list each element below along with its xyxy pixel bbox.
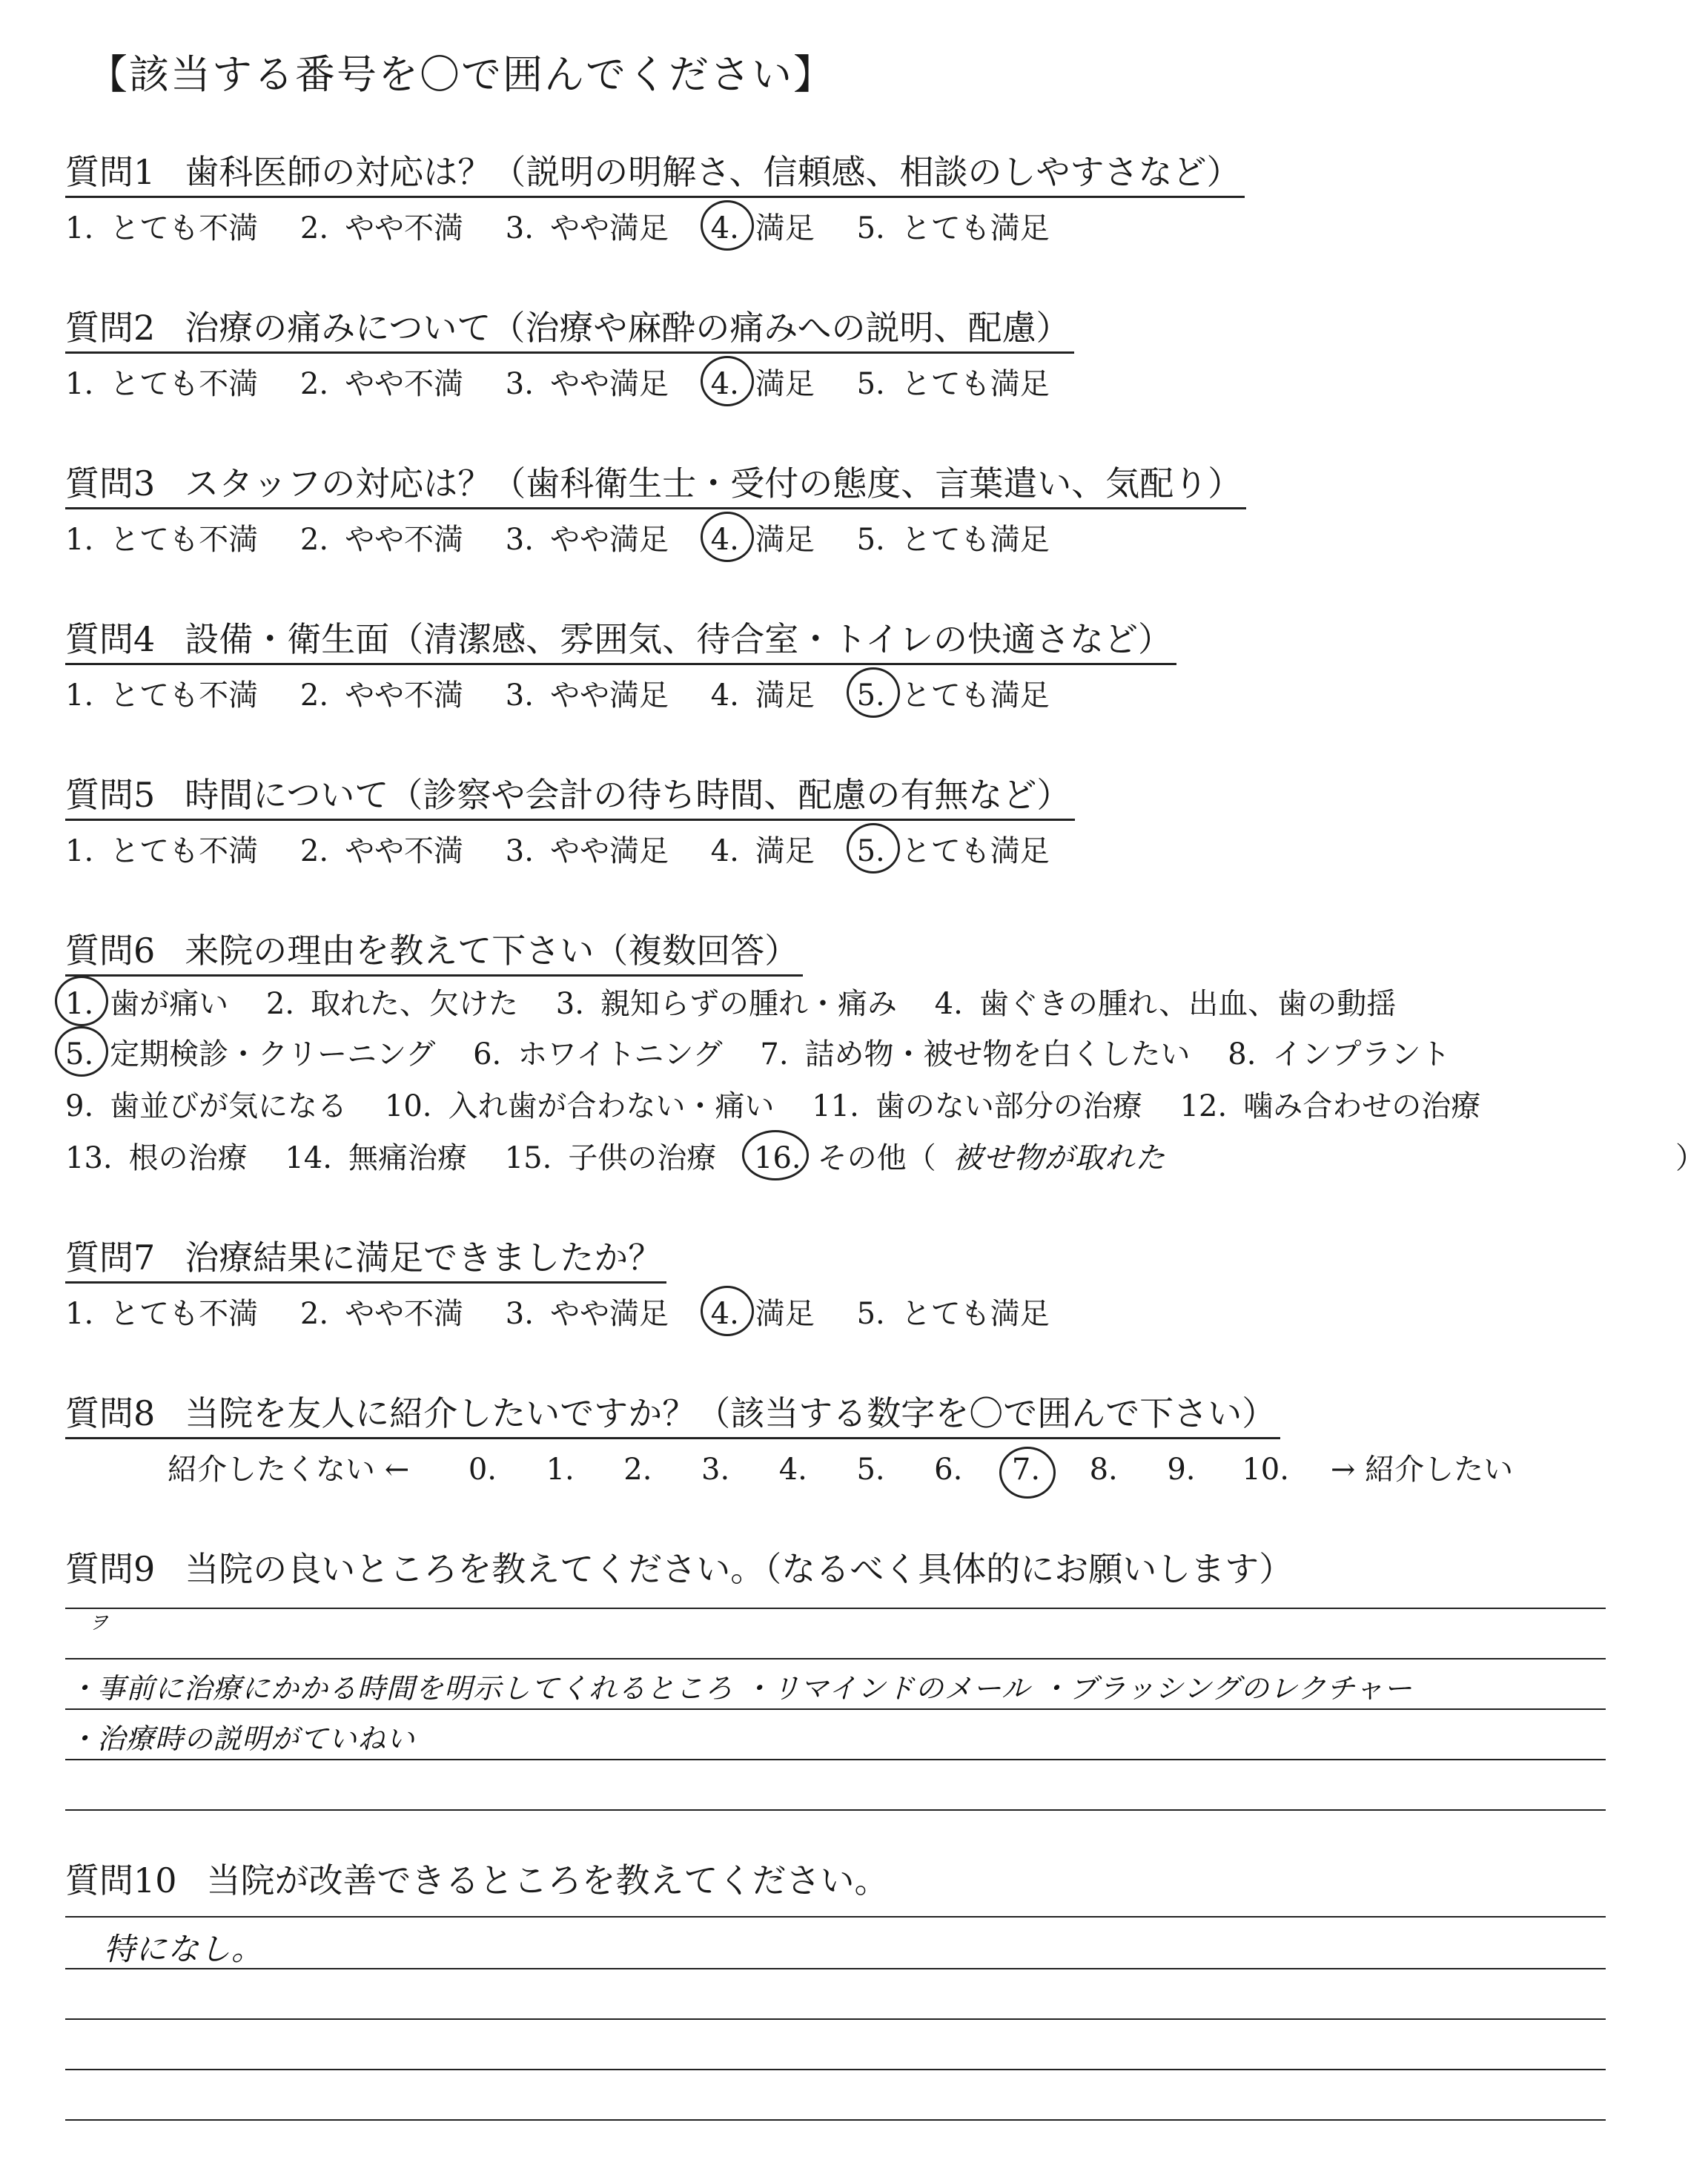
- option-1-circled[interactable]: 1. 歯が痛い: [65, 987, 229, 1021]
- question-title: 質問1 歯科医師の対応は？（説明の明解さ、信頼感、相談のしやすさなど）: [65, 145, 1245, 198]
- q9-answer-line-1[interactable]: ・事前に治療にかかる時間を明示してくれるところ ・リマインドのメール ・ブラッシングのレクチャー: [68, 1672, 1413, 1705]
- answer-line: [65, 1708, 1606, 1710]
- scale-5[interactable]: 5.: [856, 1453, 885, 1487]
- question-1: [65, 145, 1245, 198]
- question-title: 質問2 治療の痛みについて（治療や麻酔の痛みへの説明、配慮）: [65, 301, 1074, 354]
- answer-line: [65, 1658, 1606, 1659]
- option-4[interactable]: 4. 歯ぐきの腫れ、出血、歯の動揺: [934, 987, 1397, 1021]
- scale-1[interactable]: 1.: [546, 1453, 575, 1487]
- option-2[interactable]: 2. やや不満: [299, 367, 464, 401]
- question-title: 質問10 当院が改善できるところを教えてください。: [65, 1860, 889, 1900]
- option-2[interactable]: 2. やや不満: [299, 1297, 464, 1331]
- question-title: 質問4 設備・衛生面（清潔感、雰囲気、待合室・トイレの快適さなど）: [65, 612, 1176, 665]
- scale-7-circled[interactable]: 7.: [992, 1453, 1060, 1487]
- q6-row-1: [65, 980, 1424, 1023]
- options-q1: [65, 205, 1082, 247]
- option-3[interactable]: 3. やや満足: [505, 211, 669, 245]
- question-title: 質問3 スタッフの対応は？（歯科衛生士・受付の態度、言葉遣い、気配り）: [65, 457, 1246, 509]
- option-10[interactable]: 10. 入れ歯が合わない・痛い: [384, 1089, 775, 1123]
- question-10: [65, 1854, 889, 1903]
- option-1[interactable]: 1. とても不満: [65, 523, 259, 557]
- q6-row-4: [65, 1135, 1705, 1177]
- scale-8[interactable]: 8.: [1089, 1453, 1118, 1487]
- answer-line: [65, 1759, 1606, 1760]
- option-4[interactable]: 4. 満足: [710, 834, 815, 868]
- question-8: [65, 1387, 1280, 1439]
- stray-mark: ヲ: [89, 1612, 110, 1634]
- option-5-circled[interactable]: 5. とても満足: [856, 678, 1050, 713]
- scale-0[interactable]: 0.: [468, 1453, 497, 1487]
- option-4-circled[interactable]: 4. 満足: [710, 367, 815, 401]
- option-3[interactable]: 3. やや満足: [505, 678, 669, 713]
- answer-line: [65, 1968, 1606, 1969]
- option-1[interactable]: 1. とても不満: [65, 1297, 259, 1331]
- answer-line: [65, 2069, 1606, 2070]
- q9-answer-line-2[interactable]: ・治療時の説明がていねい: [68, 1723, 416, 1755]
- question-4: [65, 612, 1176, 665]
- option-3[interactable]: 3. やや満足: [505, 1297, 669, 1331]
- close-paren: ）: [1675, 1141, 1705, 1175]
- question-title: 質問6 来院の理由を教えて下さい（複数回答）: [65, 924, 803, 977]
- option-14[interactable]: 14. 無痛治療: [285, 1141, 467, 1175]
- option-2[interactable]: 2. やや不満: [299, 211, 464, 245]
- option-13[interactable]: 13. 根の治療: [65, 1141, 248, 1175]
- option-2[interactable]: 2. やや不満: [299, 523, 464, 557]
- scale-10[interactable]: 10.: [1242, 1453, 1289, 1487]
- option-1[interactable]: 1. とても不満: [65, 834, 259, 868]
- scale-left-label: 紹介したくない ←: [168, 1453, 410, 1487]
- scale-3[interactable]: 3.: [701, 1453, 730, 1487]
- question-6: [65, 924, 803, 977]
- option-1[interactable]: 1. とても不満: [65, 211, 259, 245]
- options-q4: [65, 672, 1082, 714]
- answer-line: [65, 1608, 1606, 1609]
- question-title: 質問9 当院の良いところを教えてください。（なるべく具体的にお願いします）: [65, 1549, 1294, 1589]
- option-5-circled[interactable]: 5. 定期検診・クリーニング: [65, 1037, 436, 1071]
- recommend-scale: [168, 1446, 1513, 1488]
- option-1[interactable]: 1. とても不満: [65, 678, 259, 713]
- q6-row-3: [65, 1083, 1509, 1125]
- option-3[interactable]: 3. 親知らずの腫れ・痛み: [555, 987, 897, 1021]
- option-15[interactable]: 15. 子供の治療: [504, 1141, 717, 1175]
- option-7[interactable]: 7. 詰め物・被せ物を白くしたい: [760, 1037, 1191, 1071]
- other-answer-handwritten[interactable]: 被せ物が取れた: [953, 1141, 1166, 1175]
- q6-row-2: [65, 1031, 1478, 1073]
- option-8[interactable]: 8. インプラント: [1228, 1037, 1451, 1071]
- option-4-circled[interactable]: 4. 満足: [710, 211, 815, 245]
- q10-answer[interactable]: 特になし。: [104, 1931, 264, 1967]
- option-4[interactable]: 4. 満足: [710, 678, 815, 713]
- question-title: 質問7 治療結果に満足できましたか？: [65, 1231, 666, 1284]
- option-5[interactable]: 5. とても満足: [856, 211, 1050, 245]
- answer-line: [65, 2018, 1606, 2020]
- option-9[interactable]: 9. 歯並びが気になる: [65, 1089, 348, 1123]
- question-2: [65, 301, 1074, 354]
- options-q2: [65, 360, 1082, 403]
- option-2[interactable]: 2. やや不満: [299, 834, 464, 868]
- option-3[interactable]: 3. やや満足: [505, 834, 669, 868]
- question-5: [65, 768, 1075, 821]
- answer-line: [65, 1809, 1606, 1811]
- question-title: 質問5 時間について（診察や会計の待ち時間、配慮の有無など）: [65, 768, 1075, 821]
- question-7: [65, 1231, 666, 1284]
- scale-2[interactable]: 2.: [623, 1453, 652, 1487]
- question-9: [65, 1542, 1293, 1591]
- option-4-circled[interactable]: 4. 満足: [710, 1297, 815, 1331]
- option-5[interactable]: 5. とても満足: [856, 367, 1050, 401]
- option-3[interactable]: 3. やや満足: [505, 523, 669, 557]
- option-2[interactable]: 2. やや不満: [299, 678, 464, 713]
- option-5-circled[interactable]: 5. とても満足: [856, 834, 1050, 868]
- scale-4[interactable]: 4.: [778, 1453, 807, 1487]
- scale-6[interactable]: 6.: [934, 1453, 963, 1487]
- option-12[interactable]: 12. 噛み合わせの治療: [1179, 1089, 1481, 1123]
- question-title: 質問8 当院を友人に紹介したいですか？（該当する数字を〇で囲んで下さい）: [65, 1387, 1280, 1439]
- options-q3: [65, 516, 1082, 558]
- option-3[interactable]: 3. やや満足: [505, 367, 669, 401]
- scale-9[interactable]: 9.: [1167, 1453, 1196, 1487]
- page-title: 【該当する番号を〇で囲んでください】: [87, 51, 835, 98]
- option-5[interactable]: 5. とても満足: [856, 523, 1050, 557]
- option-1[interactable]: 1. とても不満: [65, 367, 259, 401]
- question-3: [65, 457, 1246, 509]
- options-q7: [65, 1290, 1082, 1332]
- option-16-circled[interactable]: 16. その他（: [754, 1141, 936, 1175]
- option-6[interactable]: 6. ホワイトニング: [473, 1037, 723, 1071]
- answer-line: [65, 2119, 1606, 2121]
- option-2[interactable]: 2. 取れた、欠けた: [265, 987, 519, 1021]
- option-4-circled[interactable]: 4. 満足: [710, 523, 815, 557]
- scale-right-label: → 紹介したい: [1330, 1453, 1514, 1487]
- answer-line: [65, 1916, 1606, 1918]
- option-5[interactable]: 5. とても満足: [856, 1297, 1050, 1331]
- options-q5: [65, 828, 1082, 870]
- option-11[interactable]: 11. 歯のない部分の治療: [812, 1089, 1142, 1123]
